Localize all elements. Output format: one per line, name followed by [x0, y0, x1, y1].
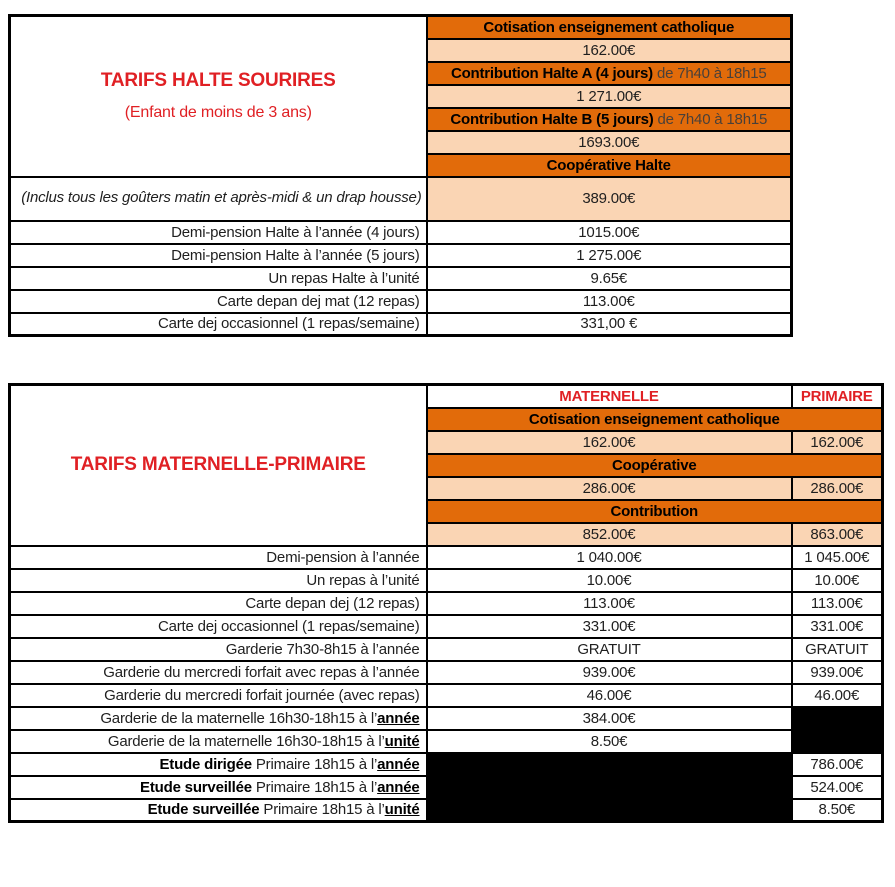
- row-label-cell: [10, 776, 427, 799]
- table1-section-row: [10, 16, 792, 39]
- table2-row: [10, 546, 883, 569]
- blackout-cell-maternelle: [427, 799, 792, 822]
- label-segment: Carte depan dej (12 repas): [245, 594, 420, 612]
- row-label-cell: [10, 730, 427, 753]
- label-segment: Garderie du mercredi forfait avec repas à l’année: [103, 663, 420, 681]
- section-header-cell: [427, 62, 792, 85]
- row-value-maternelle: 939.00€: [427, 661, 792, 684]
- row-label-cell: [10, 592, 427, 615]
- price-cell-maternelle: 852.00€: [427, 523, 792, 546]
- row-label-cell: [10, 615, 427, 638]
- row-value-maternelle: 8.50€: [427, 730, 792, 753]
- included-note-cell: (Inclus tous les goûters matin et après-midi & un drap housse): [10, 177, 427, 221]
- section-header-text: Coopérative Halte: [546, 156, 671, 174]
- row-value-cell: 113.00€: [427, 290, 792, 313]
- label-segment: Garderie de la maternelle 16h30-18h15 à l’: [100, 709, 378, 727]
- row-value-cell: 9.65€: [427, 267, 792, 290]
- label-segment: Etude surveillée: [147, 801, 260, 819]
- table1-row: [10, 290, 792, 313]
- table2-row: [10, 661, 883, 684]
- section-header-text: Contribution: [610, 502, 699, 520]
- price-cell: 389.00€: [427, 177, 792, 221]
- section-header-cell: [427, 500, 883, 523]
- label-segment: Carte dej occasionnel (1 repas/semaine): [157, 617, 420, 635]
- table2-row: [10, 638, 883, 661]
- row-label-cell: [10, 638, 427, 661]
- table2-row: [10, 753, 883, 776]
- price-cell: 1 271.00€: [427, 85, 792, 108]
- row-value-maternelle: GRATUIT: [427, 638, 792, 661]
- row-label-cell: Un repas Halte à l’unité: [10, 267, 427, 290]
- row-label-cell: Carte depan dej mat (12 repas): [10, 290, 427, 313]
- row-label-cell: [10, 707, 427, 730]
- table1-row: [10, 267, 792, 290]
- tarifs-halte-sourires-table: [8, 14, 793, 337]
- table1-note-row: [10, 177, 792, 221]
- price-cell-primaire: 162.00€: [792, 431, 883, 454]
- row-value-primaire: 1 045.00€: [792, 546, 883, 569]
- section-header-cell: [427, 454, 883, 477]
- price-cell-maternelle: 286.00€: [427, 477, 792, 500]
- row-label-cell: [10, 546, 427, 569]
- price-cell: 162.00€: [427, 39, 792, 62]
- section-header-cell: [427, 108, 792, 131]
- row-label-cell: Demi-pension Halte à l’année (5 jours): [10, 244, 427, 267]
- label-segment: Un repas à l’unité: [306, 571, 420, 589]
- row-value-primaire: 524.00€: [792, 776, 883, 799]
- label-segment: Demi-pension à l’année: [266, 548, 420, 566]
- label-segment: unité: [384, 801, 420, 819]
- column-header-primaire: PRIMAIRE: [792, 385, 883, 408]
- row-value-maternelle: 10.00€: [427, 569, 792, 592]
- label-segment: Etude dirigée: [159, 755, 252, 773]
- row-label-cell: [10, 753, 427, 776]
- row-value-cell: 1015.00€: [427, 221, 792, 244]
- label-segment: Primaire 18h15 à l’: [251, 755, 378, 773]
- section-header-cell: [427, 16, 792, 39]
- section-header-text: Cotisation enseignement catholique: [528, 410, 780, 428]
- table1-row: [10, 221, 792, 244]
- blackout-cell-primaire: [792, 707, 883, 730]
- tarifs-maternelle-primaire-table: [8, 383, 884, 823]
- row-label-cell: Carte dej occasionnel (1 repas/semaine): [10, 313, 427, 336]
- row-value-maternelle: 384.00€: [427, 707, 792, 730]
- row-value-primaire: 8.50€: [792, 799, 883, 822]
- blackout-cell-maternelle: [427, 753, 792, 776]
- row-value-maternelle: 46.00€: [427, 684, 792, 707]
- row-value-primaire: 939.00€: [792, 661, 883, 684]
- row-label-cell: [10, 684, 427, 707]
- table2-row: [10, 592, 883, 615]
- table2-row: [10, 707, 883, 730]
- row-value-primaire: 113.00€: [792, 592, 883, 615]
- price-cell-maternelle: 162.00€: [427, 431, 792, 454]
- row-value-maternelle: 113.00€: [427, 592, 792, 615]
- section-header-text: Contribution Halte B (5 jours): [450, 110, 654, 128]
- section-header-text: Cotisation enseignement catholique: [483, 18, 735, 36]
- price-cell: 1693.00€: [427, 131, 792, 154]
- section-header-text: Contribution Halte A (4 jours): [450, 64, 653, 82]
- row-value-primaire: 331.00€: [792, 615, 883, 638]
- table2-row: [10, 730, 883, 753]
- label-segment: Primaire 18h15 à l’: [259, 801, 385, 819]
- table1-subtitle: (Enfant de moins de 3 ans): [124, 104, 312, 122]
- row-label-cell: [10, 569, 427, 592]
- label-segment: Garderie 7h30-8h15 à l’année: [225, 640, 420, 658]
- table2-title-cell: [10, 385, 427, 546]
- label-segment: Garderie du mercredi forfait journée (avec repas): [104, 686, 420, 704]
- table2-row: [10, 569, 883, 592]
- label-segment: Etude surveillée: [140, 778, 252, 796]
- table2-row: [10, 799, 883, 822]
- column-header-maternelle: MATERNELLE: [427, 385, 792, 408]
- label-segment: année: [377, 709, 420, 727]
- row-label-cell: [10, 799, 427, 822]
- row-label-cell: [10, 661, 427, 684]
- table2-row: [10, 684, 883, 707]
- table2-row: [10, 615, 883, 638]
- label-segment: année: [377, 755, 420, 773]
- row-value-primaire: 786.00€: [792, 753, 883, 776]
- price-cell-primaire: 286.00€: [792, 477, 883, 500]
- blackout-cell-maternelle: [427, 776, 792, 799]
- row-value-primaire: 46.00€: [792, 684, 883, 707]
- table1-title-cell: [10, 16, 427, 177]
- label-segment: Garderie de la maternelle 16h30-18h15 à l’: [107, 732, 385, 750]
- section-header-cell: [427, 154, 792, 177]
- label-segment: unité: [384, 732, 420, 750]
- row-label-cell: Demi-pension Halte à l’année (4 jours): [10, 221, 427, 244]
- section-header-text: de 7h40 à 18h15: [653, 110, 768, 128]
- row-value-primaire: 10.00€: [792, 569, 883, 592]
- table2-row: [10, 776, 883, 799]
- row-value-cell: 1 275.00€: [427, 244, 792, 267]
- table1-row: [10, 244, 792, 267]
- row-value-maternelle: 331.00€: [427, 615, 792, 638]
- price-cell-primaire: 863.00€: [792, 523, 883, 546]
- table2-column-header-row: [10, 385, 883, 408]
- blackout-cell-primaire: [792, 730, 883, 753]
- section-header-text: Coopérative: [612, 456, 697, 474]
- label-segment: Primaire 18h15 à l’: [251, 778, 378, 796]
- table2-title: TARIFS MATERNELLE-PRIMAIRE: [70, 454, 366, 476]
- table1-row: [10, 313, 792, 336]
- row-value-primaire: GRATUIT: [792, 638, 883, 661]
- section-header-cell: [427, 408, 883, 431]
- label-segment: année: [377, 778, 420, 796]
- section-header-text: de 7h40 à 18h15: [652, 64, 767, 82]
- table1-title: TARIFS HALTE SOURIRES: [100, 70, 336, 92]
- row-value-cell: 331,00 €: [427, 313, 792, 336]
- row-value-maternelle: 1 040.00€: [427, 546, 792, 569]
